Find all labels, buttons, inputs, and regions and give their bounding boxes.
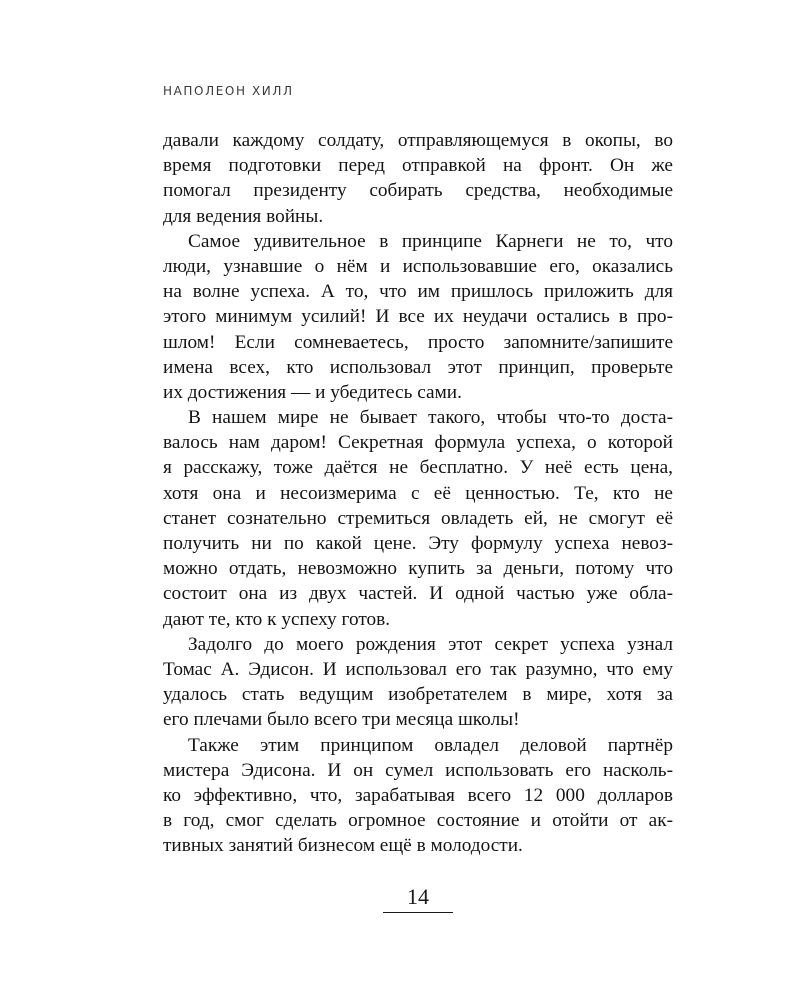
text-line: помогал президенту собирать средства, необходимые	[163, 180, 673, 202]
text-line: В нашем мире не бывает такого, чтобы что-то доста-	[188, 407, 673, 429]
text-line: люди, узнавшие о нём и использовавшие его, оказались	[163, 255, 673, 277]
text-line: можно отдать, невозможно купить за деньги, потому что	[163, 558, 673, 580]
text-line: на волне успеха. А то, что им пришлось приложить для	[163, 281, 673, 303]
page-number-rule	[383, 912, 453, 913]
text-line: шлом! Если сомневаетесь, просто запомните/запишите	[163, 331, 673, 353]
text-line: ко эффективно, что, зарабатывая всего 12 000 долларов	[163, 784, 673, 806]
text-line: Также этим принципом овладел деловой партнёр	[188, 734, 673, 756]
text-line: тивных занятий бизнесом ещё в молодости.	[163, 835, 523, 857]
text-line: их достижения — и убедитесь сами.	[163, 381, 462, 403]
text-line: этого минимум усилий! И все их неудачи остались в про-	[163, 306, 673, 328]
text-line: Самое удивительное в принципе Карнеги не то, что	[188, 230, 673, 252]
text-line: время подготовки перед отправкой на фронт. Он же	[163, 155, 673, 177]
text-line: в год, смог сделать огромное состояние и отойти от ак-	[163, 810, 673, 832]
body-text	[163, 128, 673, 858]
text-line: мистера Эдисона. И он сумел использовать его насколь-	[163, 759, 673, 781]
text-line: валось нам даром! Секретная формула успеха, о которой	[163, 432, 673, 454]
text-line: состоит она из двух частей. И одной частью уже обла-	[163, 583, 673, 605]
text-line: удалось стать ведущим изобретателем в мире, хотя за	[163, 684, 673, 706]
text-line: Томас А. Эдисон. И использовал его так разумно, что ему	[163, 658, 673, 680]
text-line: дают те, кто к успеху готов.	[163, 608, 391, 630]
page-number: 14	[407, 884, 429, 909]
text-line: имена всех, кто использовал этот принцип, проверьте	[163, 356, 673, 378]
text-line: я расскажу, тоже даётся не бесплатно. У неё есть цена,	[163, 457, 673, 479]
text-line: его плечами было всего три месяца школы!	[163, 709, 520, 731]
text-line: Задолго до моего рождения этот секрет успеха узнал	[188, 633, 673, 655]
text-line: получить ни по какой цене. Эту формулу успеха невоз-	[163, 533, 673, 554]
text-line: для ведения войны.	[163, 205, 324, 227]
text-line: давали каждому солдату, отправляющемуся в окопы, во	[163, 130, 673, 151]
text-line: хотя она и несоизмерима с её ценностью. Те, кто не	[163, 482, 673, 504]
running-header: НАПОЛЕОН ХИЛЛ	[163, 84, 294, 98]
text-line: станет сознательно стремиться овладеть ей, не смогут её	[163, 507, 673, 529]
